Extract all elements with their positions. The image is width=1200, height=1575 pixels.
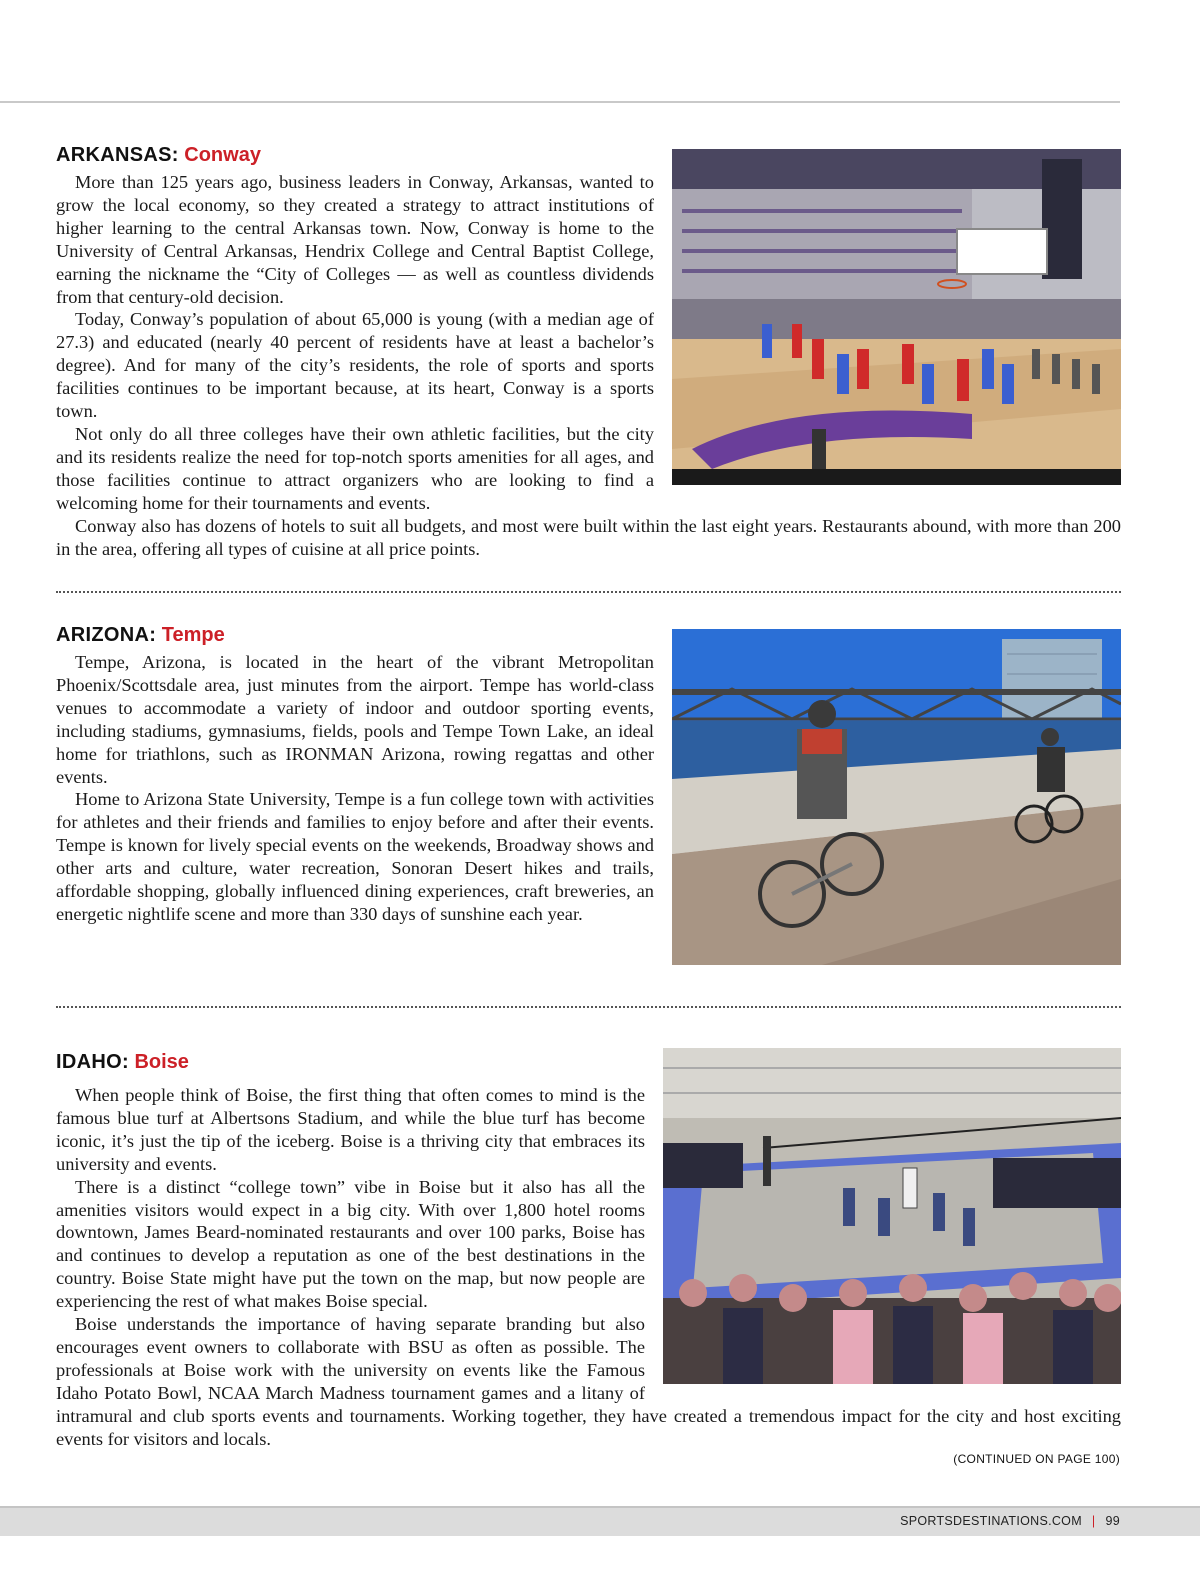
paragraph: When people think of Boise, the first thing that often comes to mind is the famous blue turf at Albertsons Stadium, and while the blue turf has become iconic, it’s just the tip of the iceberg. Boise is a thriving city that embraces its university and events.	[56, 1085, 645, 1174]
article-body	[56, 1084, 1121, 1451]
city-name: Boise	[134, 1051, 189, 1073]
city-name: Tempe	[161, 624, 225, 646]
basketball-game-photo	[672, 149, 1121, 485]
article-body	[56, 171, 1121, 560]
section-arizona	[56, 623, 1121, 965]
paragraph: More than 125 years ago, business leaders in Conway, Arkansas, wanted to grow the local economy, so they created a strategy to attract institutions of higher learning to the central Arkansas town. Now, Conway is home to the University of Central Arkansas, Hendrix College and Central Baptist College, earning the nickname the “City of Colleges — as well as countless dividends from that century-old decision.	[56, 172, 654, 307]
continued-note: (CONTINUED ON PAGE 100)	[953, 1452, 1120, 1466]
paragraph: Not only do all three colleges have their own athletic facilities, but the city and its residents realize the need for top-notch sports amenities for all ages, and those facilities continue to attract organizers who are looking to find a welcoming home for their tournaments and events.	[56, 423, 654, 513]
section-divider	[56, 1006, 1121, 1008]
footer-site: SPORTSDESTINATIONS.COM	[900, 1514, 1082, 1528]
city-name: Conway	[184, 144, 261, 166]
state-name: ARIZONA:	[56, 624, 157, 646]
page-number: 99	[1105, 1514, 1120, 1528]
paragraph: Conway also has dozens of hotels to suit all budgets, and most were built within the last eight years. Restaurants abound, with more than 200 in the area, offering all types of cuisine at all price points.	[56, 515, 1121, 559]
paragraph: Home to Arizona State University, Tempe is a fun college town with activities for athletes and their friends and families to enjoy before and after their events. Tempe is known for lively special events on the weekends, Broadway shows and other arts and culture, water recreation, Sonoran Desert hikes and trails, affordable shopping, globally influenced dining experiences, craft breweries, an energetic nightlife scene and more than 330 days of sunshine each year.	[56, 789, 654, 924]
section-divider	[56, 591, 1121, 593]
article-body	[56, 651, 1121, 926]
volleyball-tournament-photo	[663, 1048, 1121, 1384]
footer-separator: |	[1091, 1514, 1096, 1528]
footer-text	[900, 1514, 1120, 1528]
cyclists-photo	[672, 629, 1121, 965]
paragraph: There is a distinct “college town” vibe in Boise but it also has all the amenities visitors would expect in a big city. With over 1,800 hotel rooms downtown, James Beard-nominated restaurants and over 100 parks, Boise has and continues to develop a reputation as one of the best destinations in the country. Boise State might have put the town on the map, but now people are experiencing the rest of what makes Boise special.	[56, 1176, 645, 1312]
paragraph: Today, Conway’s population of about 65,000 is young (with a median age of 27.3) and educated (nearly 40 percent of residents have at least a bachelor’s degree). And for many of the city’s residents, the role of sports and sports facilities continues to be important because, at its heart, Conway is a sports town.	[56, 309, 654, 422]
state-name: ARKANSAS:	[56, 144, 179, 166]
footer	[0, 1506, 1200, 1536]
section-idaho	[56, 1050, 1121, 1451]
paragraph: Tempe, Arizona, is located in the heart of the vibrant Metropolitan Phoenix/Scottsdale area, just minutes from the airport. Tempe has world-class venues to accommodate a variety of indoor and outdoor sporting events, including stadiums, gymnasiums, fields, pools and Tempe Town Lake, an ideal home for triathlons, such as IRONMAN Arizona, rowing regattas and other events.	[56, 652, 654, 787]
state-name: IDAHO:	[56, 1051, 129, 1073]
paragraph: Boise understands the importance of having separate branding but also encourages event owners to collaborate with BSU as often as possible. The professionals at Boise work with the university on events like the Famous Idaho Potato Bowl, NCAA March Madness tournament games and a litany of intramural and club sports events and tournaments. Working together, they have created a tremendous impact for the city and host exciting events for visitors and locals.	[56, 1314, 1121, 1449]
top-rule	[0, 101, 1120, 103]
section-arkansas	[56, 143, 1121, 560]
